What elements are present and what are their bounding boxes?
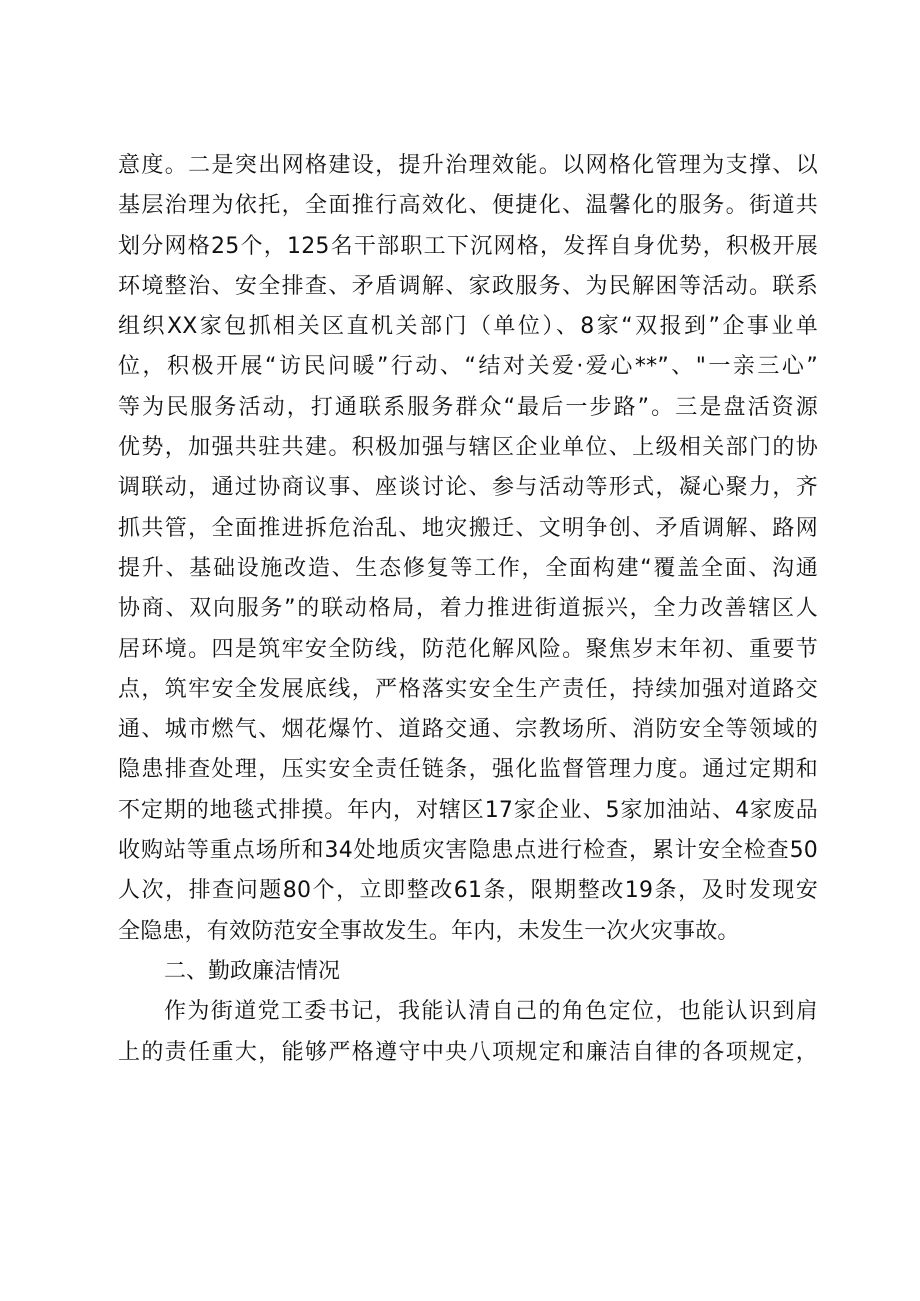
text-line: 不定期的地毯式排摸。年内，对辖区17家企业、5家加油站、4家废品 <box>118 797 818 823</box>
text-line: 通、城市燃气、烟花爆竹、道路交通、宗教场所、消防安全等领域的 <box>118 717 818 743</box>
text-line: 等为民服务活动，打通联系服务群众“最后一步路”。三是盘活资源 <box>118 394 818 420</box>
text-line: 点，筑牢安全发展底线，严格落实安全生产责任，持续加强对道路交 <box>118 676 818 702</box>
paragraph-work-summary <box>118 146 818 952</box>
text-line: 意度。二是突出网格建设，提升治理效能。以网格化管理为支撑、以 <box>118 153 818 178</box>
section-heading: 二、勤政廉洁情况 <box>164 958 341 984</box>
text-line: 位，积极开展“访民问暖”行动、“结对关爱·爱心**”、"一亲三心” <box>118 354 818 380</box>
text-line: 协商、双向服务”的联动格局，着力推进街道振兴，全力改善辖区人 <box>118 596 818 622</box>
text-line: 抓共管，全面推进拆危治乱、地灾搬迁、文明争创、矛盾调解、路网 <box>118 515 818 541</box>
text-line: 提升、基础设施改造、生态修复等工作，全面构建“覆盖全面、沟通 <box>118 555 818 581</box>
paragraph-integrity <box>118 992 818 1073</box>
text-line: 划分网格25个，125名干部职工下沉网格，发挥自身优势，积极开展 <box>118 233 818 259</box>
document-body <box>118 146 818 1073</box>
text-line: 隐患排查处理，压实安全责任链条，强化监督管理力度。通过定期和 <box>118 757 818 783</box>
text-line: 全隐患，有效防范安全事故发生。年内，未发生一次火灾事故。 <box>118 918 740 944</box>
text-line: 环境整治、安全排查、矛盾调解、家政服务、为民解困等活动。联系 <box>118 273 818 299</box>
text-line: 人次，排查问题80个，立即整改61条，限期整改19条，及时发现安 <box>118 878 818 904</box>
text-line: 收购站等重点场所和34处地质灾害隐患点进行检查，累计安全检查50 <box>118 838 818 864</box>
text-line: 作为街道党工委书记，我能认清自己的角色定位，也能认识到肩 <box>164 999 818 1025</box>
text-line: 基层治理为依托，全面推行高效化、便捷化、温馨化的服务。街道共 <box>118 193 818 219</box>
text-line: 居环境。四是筑牢安全防线，防范化解风险。聚焦岁末年初、重要节 <box>118 636 818 662</box>
text-line: 组织XX家包抓相关区直机关部门（单位）、8家“双报到”企事业单 <box>118 314 818 340</box>
text-line: 优势，加强共驻共建。积极加强与辖区企业单位、上级相关部门的协 <box>118 435 818 461</box>
text-line: 上的责任重大，能够严格遵守中央八项规定和廉洁自律的各项规定， <box>118 1039 818 1065</box>
text-line: 调联动，通过协商议事、座谈讨论、参与活动等形式，凝心聚力，齐 <box>118 475 818 501</box>
